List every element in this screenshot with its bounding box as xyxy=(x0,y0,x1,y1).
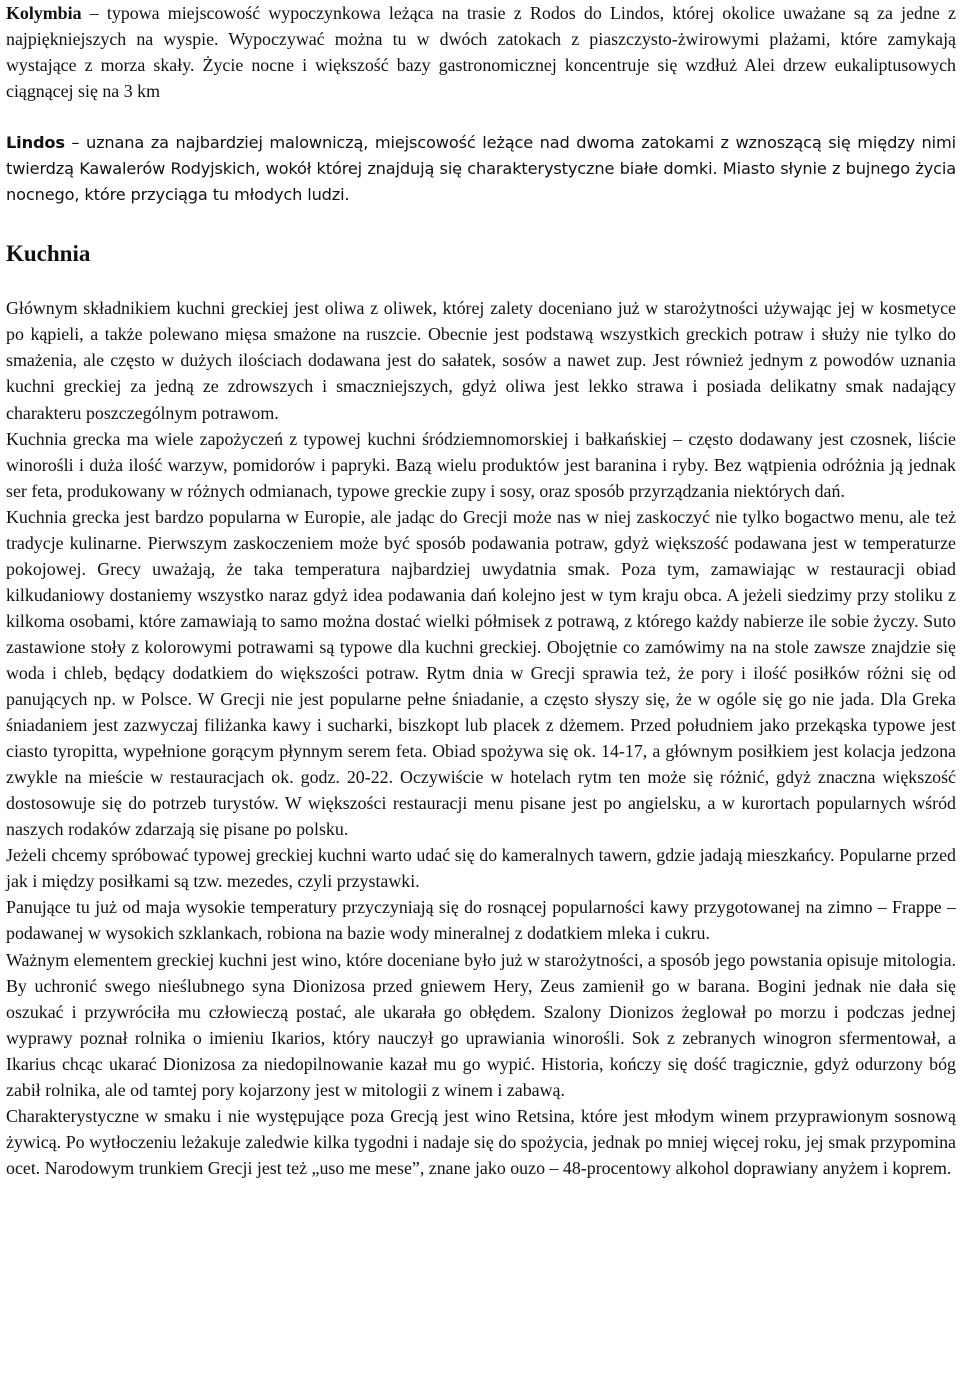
paragraph-spacer xyxy=(6,104,956,130)
kuchnia-paragraph-frappe: Panujące tu już od maja wysokie temperatury przyczyniają się do rosnącej popularności kawy przygotowanej na zimno – Frappe – podawanej w wysokich szklankach, robiona na bazie wody mineralnej z dodatkiem mleka i cukru. xyxy=(6,897,956,944)
kolymbia-term: Kolymbia xyxy=(6,3,82,23)
kuchnia-paragraph-influences: Kuchnia grecka ma wiele zapożyczeń z typowej kuchni śródziemnomorskiej i bałkańskiej – często dodawany jest czosnek, liście winorośli i duża ilość warzyw, pomidorów i papryki. Bazą wielu produktów jest baranina i ryby. Bez wątpienia odróżnia ją jednak ser feta, produkowany w różnych odmianach, typowe greckie zupy i sosy, oraz sposób przyrządzania niektórych dań. xyxy=(6,428,956,501)
kuchnia-paragraph-olive-oil: Głównym składnikiem kuchni greckiej jest oliwa z oliwek, której zalety doceniano już w starożytności używając jej w kosmetyce po kąpieli, a także polewano mięsa smażone na ruszcie. Obecnie jest podstawą wszystkich greckich potraw i służy nie tylko do smażenia, ale często w dużych ilościach dodawana jest do sałatek, sosów a nawet zup. Jest również jednym z powodów uznania kuchni greckiej za jedną ze zdrowszych i smaczniejszych, gdyż oliwa jest lekko strawa i posiada delikatny smak nadający charakteru poszczególnym potrawom. xyxy=(6,298,956,423)
kuchnia-paragraph-customs: Kuchnia grecka jest bardzo popularna w Europie, ale jadąc do Grecji może nas w niej zaskoczyć nie tylko bogactwo menu, ale też tradycje kulinarne. Pierwszym zaskoczeniem może być sposób podawania potraw, gdyż większość podawana jest w temperaturze pokojowej. Grecy uważają, że taka temperatura najbardziej uwydatnia smak. Poza tym, zamawiając w restauracji obiad kilkudaniowy dostaniemy wszystko naraz gdyż idea podawania dań kolejno jest w tym kraju obca. A jeżeli siedzimy przy stoliku z kilkoma osobami, które zamawiają to samo można dostać wielki półmisek z potrawą, z którego każdy nabierze ile sobie życzy. Suto zastawione stoły z kolorowymi potrawami są typowe dla kuchni greckiej. Obojętnie co zamówimy na na stole zawsze znajdzie się woda i chleb, będący dodatkiem do większości potraw. Rytm dnia w Grecji sprawia też, że pory i ilość posiłków różni się od panujących np. w Polsce. W Grecji nie jest popularne pełne śniadanie, a często słyszy się, że w ogóle się go nie jada. Dla Greka śniadaniem jest zazwyczaj filiżanka kawy i sucharki, biszkopt lub placek z dżemem. Przed południem jako przekąska typowe jest ciasto tyropitta, wypełnione gorącym płynnym serem feta. Obiad spożywa się ok. 14-17, a głównym posiłkiem jest kolacja jedzona zwykle na mieście w restauracjach ok. godz. 20-22. Oczywiście w hotelach rytm ten może się różnić, gdyż znaczna większość dostosowuje się do potrzeb turystów. W większości restauracji menu pisane jest po angielsku, a w kurortach popularnych wśród naszych rodaków zdarzają się pisane po polsku. xyxy=(6,506,956,840)
kuchnia-paragraph-wine-myth: Ważnym elementem greckiej kuchni jest wino, które doceniane było już w starożytności, a sposób jego powstania opisuje mitologia. By uchronić swego nieślubnego syna Dionizosa przed gniewem Hery, Zeus zamienił go w barana. Bogini jednak nie dała się oszukać i przywróciła mu człowieczą postać, ale ukarała go obłędem. Szalony Dionizos żeglował po morzu i podczas jednej wyprawy poznał rolnika o imieniu Ikarios, który nauczył go uprawiania winorośli. Sok z zebranych winogron sfermentował, a Ikarius chcąc ukarać Dionizosa za niedopilnowanie kazał mu go wypić. Historia, kończy się dość tragicznie, gdyż odurzony bóg zabił rolnika, ale od tamtej pory kojarzony jest w mitologii z winem i zabawą. xyxy=(6,949,956,1100)
lindos-paragraph xyxy=(6,130,956,208)
document-page xyxy=(6,0,956,1181)
section-heading-kuchnia: Kuchnia xyxy=(6,241,91,267)
lindos-text: – uznana za najbardziej malowniczą, miejscowość leżące nad dwoma zatokami z wznoszącą się między nimi twierdzą Kawalerów Rodyjskich, wokół której znajdują się charakterystyczne białe domki. Miasto słynie z bujnego życia nocnego, które przyciąga tu młodych ludzi. xyxy=(6,133,956,205)
kolymbia-text: – typowa miejscowość wypoczynkowa leżąca na trasie z Rodos do Lindos, której okolice uważane są za jedne z najpiękniejszych na wyspie. Wypoczywać można tu w dwóch zatokach z piaszczysto-żwirowymi plażami, które zamykają wystające z morza skały. Życie nocne i większość bazy gastronomicznej koncentruje się wzdłuż Alei drzew eukaliptusowych ciągnącej się na 3 km xyxy=(6,3,956,102)
lindos-term: Lindos xyxy=(6,133,65,153)
kuchnia-paragraph-retsina-ouzo: Charakterystyczne w smaku i nie występujące poza Grecją jest wino Retsina, które jest młodym winem przyprawionym sosnową żywicą. Po wytłoczeniu leżakuje zaledwie kilka tygodni i nadaje się do spożycia, jednak po mniej więcej roku, jej smak przypomina ocet. Narodowym trunkiem Grecji jest też „uso me mese”, znane jako ouzo – 48-procentowy alkohol doprawiany anyżem i koprem. xyxy=(6,1105,956,1178)
kuchnia-paragraph-tavernas: Jeżeli chcemy spróbować typowej greckiej kuchni warto udać się do kameralnych tawern, gdzie jadają mieszkańcy. Popularne przed jak i między posiłkami są tzw. mezedes, czyli przystawki. xyxy=(6,845,956,892)
kolymbia-paragraph xyxy=(6,0,956,104)
